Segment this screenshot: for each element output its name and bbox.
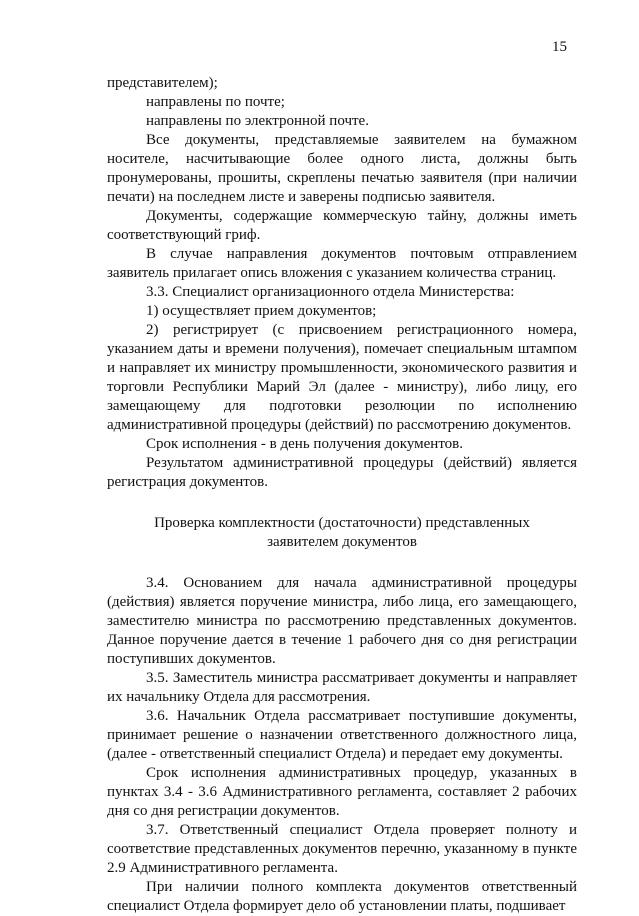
- paragraph-3-3-item-1: 1) осуществляет прием документов;: [146, 303, 377, 319]
- paragraph-3-4: 3.4. Основанием для начала административной процедуры (действия) является поручение министра, либо лица, его замещающего, заместителю министра по рассмотрению представленных документов. Данное поручение дается в течение 1 рабочего дня со дня регистрации поступивших документов.: [107, 575, 577, 667]
- document-body: [107, 74, 577, 916]
- paragraph-3-6: 3.6. Начальник Отдела рассматривает поступившие документы, принимает решение о назначении ответственного должностного лица, (далее - ответственный специалист Отдела) и передает ему документы.: [107, 708, 577, 762]
- paragraph-result-registration: Результатом административной процедуры (действий) является регистрация документов.: [107, 455, 577, 490]
- section-heading: [107, 514, 577, 552]
- paragraph-sent-by-mail: направлены по почте;: [146, 94, 285, 110]
- paragraph-3-3: 3.3. Специалист организационного отдела Министерства:: [146, 284, 515, 300]
- paragraph-commercial-secret: Документы, содержащие коммерческую тайну, должны иметь соответствующий гриф.: [107, 208, 577, 243]
- section-heading-line-1: Проверка комплектности (достаточности) представленных: [154, 515, 530, 531]
- section-heading-line-2: заявителем документов: [267, 534, 417, 550]
- page-number: 15: [552, 39, 567, 55]
- paragraph-deadline-2-days: Срок исполнения административных процедур, указанных в пунктах 3.4 - 3.6 Административного регламента, составляет 2 рабочих дня со дня регистрации документов.: [107, 765, 577, 819]
- paragraph-3-3-item-2: 2) регистрирует (с присвоением регистрационного номера, указанием даты и времени получения), помечает специальным штампом и направляет их министру промышленности, экономического развития и торговли Республики Марий Эл (далее - министру), либо лицу, его замещающему для подготовки резолюции по исполнению административной процедуры (действий) по рассмотрению документов.: [107, 322, 577, 433]
- paragraph-postal-inventory: В случае направления документов почтовым отправлением заявитель прилагает опись вложения с указанием количества страниц.: [107, 246, 577, 281]
- paragraph-sent-by-email: направлены по электронной почте.: [146, 113, 369, 129]
- paragraph-continuation: представителем);: [107, 75, 218, 91]
- paragraph-deadline-same-day: Срок исполнения - в день получения документов.: [146, 436, 464, 452]
- paragraph-3-5: 3.5. Заместитель министра рассматривает документы и направляет их начальнику Отдела для рассмотрения.: [107, 670, 577, 705]
- paragraph-full-set: При наличии полного комплекта документов ответственный специалист Отдела формирует дело об установлении платы, подшивает: [107, 879, 577, 914]
- paragraph-paper-documents: Все документы, представляемые заявителем на бумажном носителе, насчитывающие более одного листа, должны быть пронумерованы, прошиты, скреплены печатью заявителя (при наличии печати) на последнем листе и заверены подписью заявителя.: [107, 132, 577, 205]
- paragraph-3-7: 3.7. Ответственный специалист Отдела проверяет полноту и соответствие представленных документов перечню, указанному в пункте 2.9 Административного регламента.: [107, 822, 577, 876]
